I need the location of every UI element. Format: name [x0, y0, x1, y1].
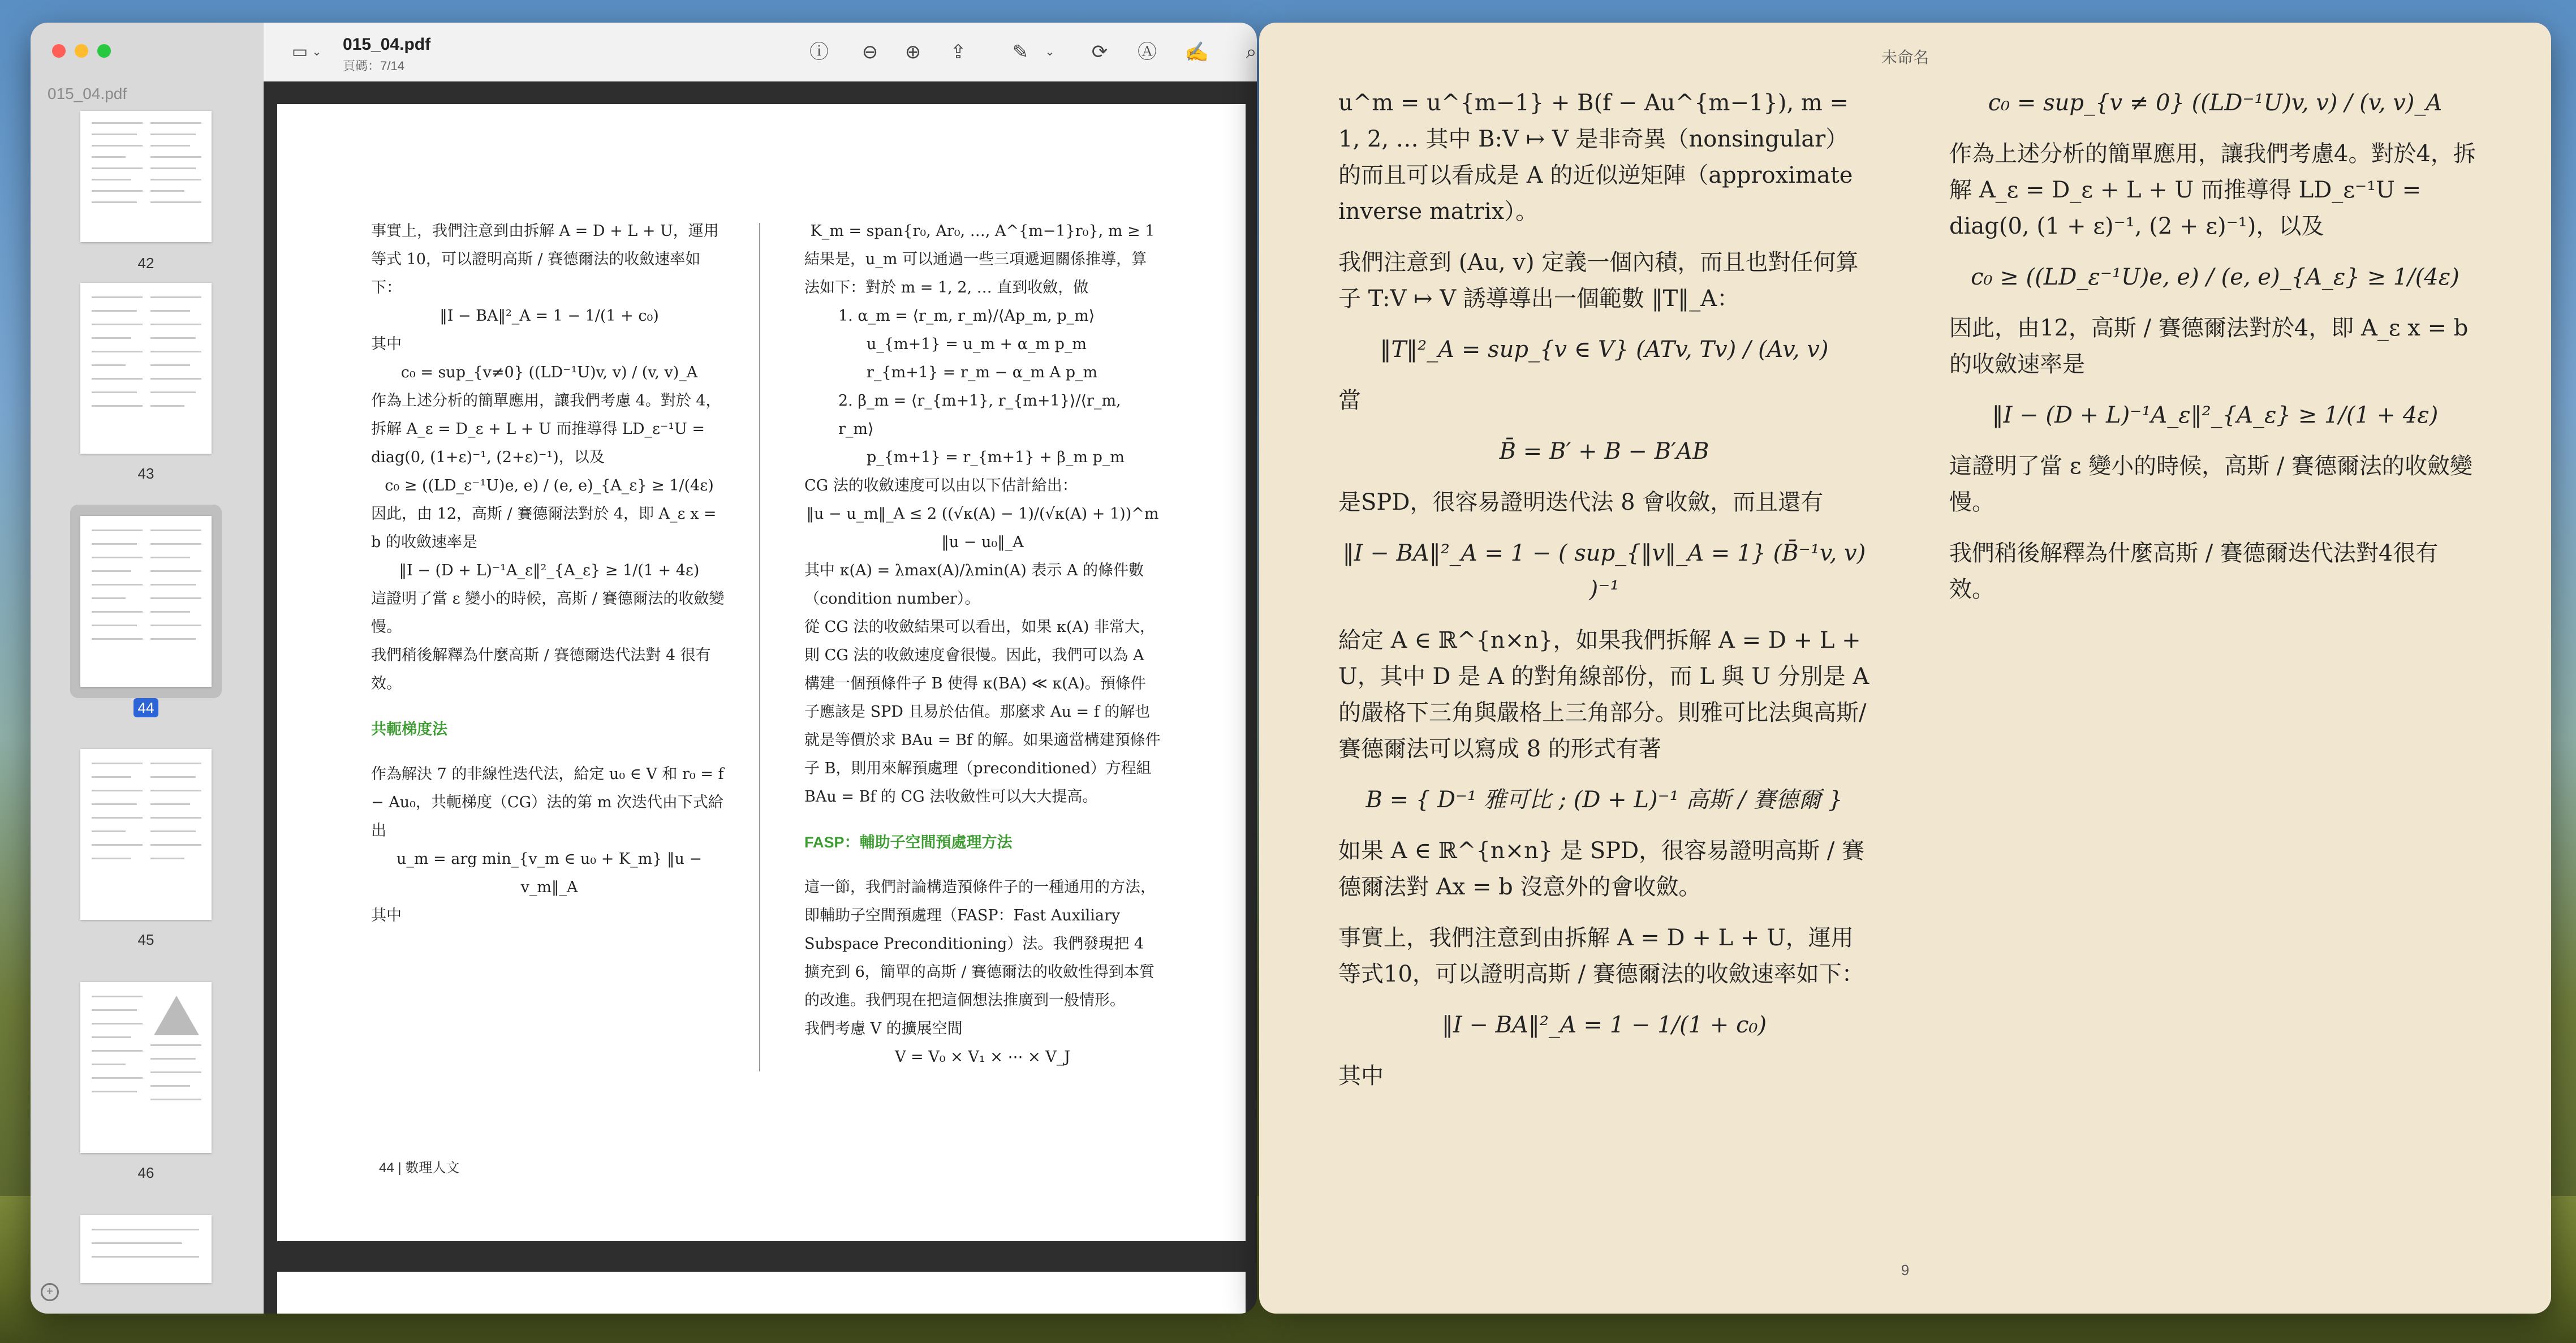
- equation: B = { D⁻¹ 雅可比 ; (D + L)⁻¹ 高斯 / 賽德爾 }: [1365, 787, 1843, 813]
- paragraph: 事實上，我們注意到由拆解 A = D + L + U，運用等式 10，可以證明高斯 / 賽德爾法的收斂速率如下：: [371, 222, 719, 296]
- paragraph: 我們稍後解釋為什麼高斯 / 賽德爾迭代法對4很有效。: [1949, 540, 2439, 602]
- thumbnail-sidebar[interactable]: [31, 23, 264, 1314]
- paragraph: 作為上述分析的簡單應用，讓我們考慮 4。對於 4，拆解 A_ε = D_ε + L + U 而推導得 LD_ε⁻¹U = diag(0, (1+ε)⁻¹, (2+ε)⁻¹)，以及: [371, 392, 721, 466]
- chevron-down-icon[interactable]: ⌄: [1045, 46, 1055, 58]
- equation: c₀ ≥ ((LD_ε⁻¹U)e, e) / (e, e)_{A_ε} ≥ 1/(4ε): [1971, 264, 2459, 290]
- add-page-icon[interactable]: +: [41, 1283, 59, 1301]
- sign-icon[interactable]: ✍: [1184, 41, 1209, 63]
- document-title: 015_04.pdf: [343, 35, 431, 54]
- algorithm-step: r_{m+1} = r_m − α_m A p_m: [867, 364, 1098, 381]
- thumbnail-label: 42: [137, 255, 154, 272]
- paragraph: 給定 A ∈ ℝ^{n×n}，如果我們拆解 A = D + L + U，其中 D 是 A 的對角線部份，而 L 與 U 分別是 A 的嚴格下三角與嚴格上三角部分。則雅可比法與高斯/賽德爾法可以寫成 8 的形式有著: [1338, 627, 1869, 762]
- equation: V = V₀ × V₁ × ⋯ × V_J: [894, 1048, 1071, 1066]
- highlight-icon[interactable]: Ⓐ: [1138, 41, 1157, 63]
- pdf-page-45: [277, 1272, 1246, 1314]
- minimize-window-button[interactable]: [75, 44, 88, 58]
- search-icon[interactable]: ⌕: [1246, 41, 1257, 63]
- equation: ‖u − u_m‖_A ≤ 2 ((√κ(A) − 1)/(√κ(A) + 1))^m ‖u − u₀‖_A: [806, 505, 1159, 551]
- paragraph: 這證明了當 ε 變小的時候，高斯 / 賽德爾法的收斂變慢。: [1949, 453, 2473, 515]
- sidebar-document-title: 015_04.pdf: [48, 85, 127, 102]
- paragraph: 當: [1338, 388, 1361, 414]
- equation: c₀ = sup_{v≠0} ((LD⁻¹U)v, v) / (v, v)_A: [400, 364, 698, 381]
- equation: ‖T‖²_A = sup_{v ∈ V} (ATv, Tv) / (Av, v): [1380, 337, 1829, 363]
- equation: u_m = arg min_{v_m ∈ u₀ + K_m} ‖u − v_m‖_A: [396, 850, 703, 896]
- zoom-window-button[interactable]: [97, 44, 111, 58]
- page-left-column: [371, 217, 727, 930]
- paragraph: 作為上述分析的簡單應用，讓我們考慮4。對於4，拆解 A_ε = D_ε + L + U 而推導得 LD_ε⁻¹U = diag(0, (1 + ε)⁻¹, (2 + ε)⁻¹)，以及: [1949, 141, 2476, 239]
- info-icon[interactable]: ⓘ: [809, 41, 829, 63]
- thumbnail-page-46[interactable]: [80, 982, 212, 1153]
- paragraph: CG 法的收斂速度可以由以下估計給出：: [804, 477, 1078, 494]
- paragraph: 其中: [371, 907, 402, 924]
- paragraph: 如果 A ∈ ℝ^{n×n} 是 SPD，很容易證明高斯 / 賽德爾法對 Ax = b 沒意外的會收斂。: [1338, 838, 1865, 900]
- thumbnail-page-44[interactable]: [80, 516, 212, 687]
- toolbar: [264, 23, 1257, 83]
- section-heading: FASP：輔助子空間預處理方法: [804, 834, 1013, 851]
- equation: ‖I − BA‖²_A = 1 − 1/(1 + c₀): [440, 307, 659, 325]
- zoom-in-icon[interactable]: ⊕: [904, 41, 921, 63]
- markup-icon[interactable]: ✎: [1012, 41, 1029, 63]
- notes-left-column[interactable]: [1338, 85, 1870, 1109]
- paragraph: 作為解決 7 的非線性迭代法，給定 u₀ ∈ V 和 r₀ = f − Au₀，共軛梯度（CG）法的第 m 次迭代由下式給出: [371, 765, 724, 840]
- equation: ‖I − BA‖²_A = 1 − ( sup_{‖v‖_A = 1} (B̄⁻¹v, v) )⁻¹: [1342, 540, 1866, 602]
- paragraph: 因此，由12，高斯 / 賽德爾法對於4，即 A_ε x = b 的收斂速率是: [1949, 315, 2469, 377]
- thumbnail-label-current: [80, 699, 212, 717]
- thumbnail-page-45[interactable]: [80, 749, 212, 920]
- paragraph: 事實上，我們注意到由拆解 A = D + L + U，運用等式10，可以證明高斯 / 賽德爾法的收斂速率如下：: [1338, 925, 1864, 987]
- paragraph: 因此，由 12，高斯 / 賽德爾法對於 4，即 A_ε x = b 的收斂速率是: [371, 505, 717, 551]
- paragraph: 這一節，我們討論構造預條件子的一種通用的方法，即輔助子空間預處理（FASP：Fast Auxiliary Subspace Preconditioning）法。我們發現把 4 擴充到 6，簡單的高斯 / 賽德爾法的收斂性得到本質的改進。我們現在把這個想法推廣到一般情形。: [804, 879, 1156, 1009]
- page-indicator: 頁碼：7/14: [343, 59, 404, 73]
- window-title: 未命名: [1881, 49, 1929, 66]
- pdf-page-44: [277, 104, 1246, 1241]
- equation: c₀ = sup_{v ≠ 0} ((LD⁻¹U)v, v) / (v, v)_A: [1988, 90, 2443, 116]
- equation: ‖I − BA‖²_A = 1 − 1/(1 + c₀): [1441, 1012, 1767, 1038]
- equation: c₀ ≥ ((LD_ε⁻¹U)e, e) / (e, e)_{A_ε} ≥ 1/(4ε): [385, 477, 714, 494]
- equation: ‖I − (D + L)⁻¹A_ε‖²_{A_ε} ≥ 1/(1 + 4ε): [1992, 402, 2439, 428]
- algorithm-step: 2. β_m = ⟨r_{m+1}, r_{m+1}⟩/⟨r_m, r_m⟩: [838, 392, 1121, 438]
- paragraph: 這證明了當 ε 變小的時候，高斯 / 賽德爾法的收斂變慢。: [371, 590, 725, 636]
- paragraph: 從 CG 法的收斂結果可以看出，如果 κ(A) 非常大，則 CG 法的收斂速度會很慢。因此，我們可以為 A 構建一個預條件子 B 使得 κ(BA) ≪ κ(A)。預條件子應該是 SPD 且易於估值。那麼求 Au = f 的解也就是等價於求 BAu = Bf 的解。如果適當構建預條件子 B，則用來解預處理（preconditioned）方程組 BAu = Bf 的 CG 法收斂性可以大大提高。: [804, 618, 1161, 806]
- paragraph: 其中 κ(A) = λmax(A)/λmin(A) 表示 A 的條件數（condition number）。: [804, 562, 1144, 608]
- thumbnail-page-47[interactable]: [80, 1215, 212, 1283]
- document-view[interactable]: [264, 81, 1257, 1314]
- algorithm-step: p_{m+1} = r_{m+1} + β_m p_m: [867, 449, 1125, 466]
- sidebar-icon[interactable]: ▭: [291, 42, 308, 61]
- equation: K_m = span{r₀, Ar₀, …, A^{m−1}r₀}, m ≥ 1: [810, 222, 1155, 240]
- algorithm-step: u_{m+1} = u_m + α_m p_m: [867, 335, 1087, 353]
- equation: B̄ = B′ + B − B′AB: [1499, 438, 1709, 464]
- thumbnail-page-43[interactable]: [80, 283, 212, 454]
- paragraph: 是SPD，很容易證明迭代法 8 會收斂，而且還有: [1338, 489, 1824, 515]
- section-heading: 共軛梯度法: [371, 721, 447, 738]
- paragraph: 其中: [1338, 1063, 1384, 1089]
- close-window-button[interactable]: [52, 44, 66, 58]
- page-footer: 44 | 數理人文: [379, 1160, 460, 1176]
- zoom-out-icon[interactable]: ⊖: [861, 41, 878, 63]
- paragraph: 我們稍後解釋為什麼高斯 / 賽德爾迭代法對 4 很有效。: [371, 647, 711, 692]
- page-right-column: [804, 217, 1161, 1071]
- share-icon[interactable]: ⇪: [950, 41, 967, 63]
- algorithm-step: 1. α_m = ⟨r_m, r_m⟩/⟨Ap_m, p_m⟩: [838, 307, 1095, 325]
- thumbnail-page-42[interactable]: [80, 111, 212, 242]
- paragraph: 我們注意到 (Au, v) 定義一個內積，而且也對任何算子 T:V ↦ V 誘導導出一個範數 ‖T‖_A：: [1338, 249, 1859, 312]
- current-page-badge: 44: [133, 698, 159, 717]
- chevron-down-icon[interactable]: ⌄: [312, 46, 322, 58]
- thumbnail-label: 43: [137, 465, 154, 482]
- thumbnail-label: 46: [137, 1164, 154, 1181]
- pdf-viewer-window: [31, 23, 1257, 1314]
- thumbnail-label: 45: [137, 931, 154, 948]
- column-divider: [759, 223, 760, 1071]
- equation: ‖I − (D + L)⁻¹A_ε‖²_{A_ε} ≥ 1/(1 + 4ε): [399, 562, 700, 579]
- rotate-icon[interactable]: ⟳: [1091, 41, 1108, 63]
- paragraph: 結果是，u_m 可以通過一些三項遞迴關係推導，算法如下：對於 m = 1, 2, … 直到收斂，做: [804, 251, 1147, 296]
- paragraph: 我們考慮 V 的擴展空間: [804, 1020, 963, 1038]
- paragraph: u^m = u^{m−1} + B(f − Au^{m−1}), m = 1, 2, … 其中 B:V ↦ V 是非奇異（nonsingular）的而且可以看成是 A 的近似逆矩陣（approximate inverse matrix）。: [1338, 90, 1853, 225]
- paragraph: 其中: [371, 335, 402, 353]
- notes-editor-window: [1259, 23, 2551, 1314]
- page-number: 9: [1901, 1262, 1910, 1279]
- notes-right-column[interactable]: [1949, 85, 2481, 622]
